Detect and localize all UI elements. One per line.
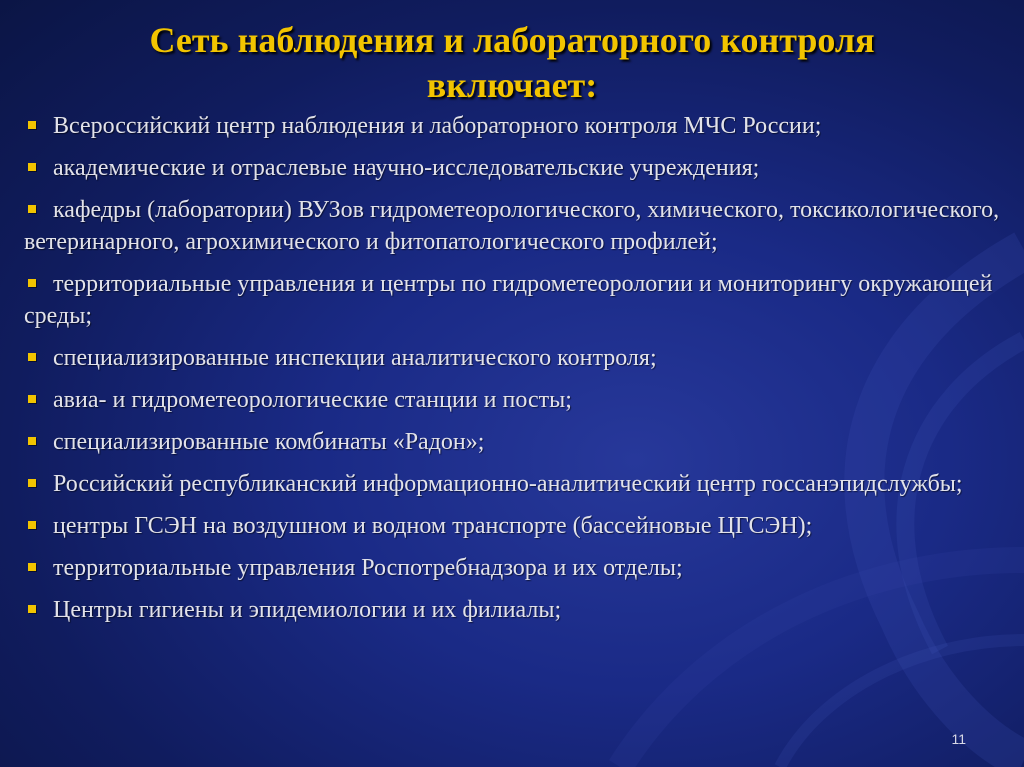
slide-title-line-1: Сеть наблюдения и лабораторного контроля (149, 20, 875, 60)
list-item-text: территориальные управления и центры по гидрометеорологии и мониторингу окружающей среды; (24, 271, 993, 329)
square-bullet-icon (28, 353, 36, 361)
list-item (24, 468, 1004, 500)
list-item-text: Российский республиканский информационно-аналитический центр госсанэпидслужбы; (53, 471, 963, 497)
list-item (24, 268, 1004, 332)
bullet-list (24, 110, 1004, 636)
square-bullet-icon (28, 121, 36, 129)
list-item (24, 194, 1004, 258)
square-bullet-icon (28, 395, 36, 403)
square-bullet-icon (28, 605, 36, 613)
list-item-text: специализированные инспекции аналитического контроля; (53, 345, 657, 371)
list-item (24, 426, 1004, 458)
list-item-text: территориальные управления Роспотребнадзора и их отделы; (53, 555, 683, 581)
page-number: 11 (951, 731, 966, 747)
slide-title (0, 18, 1024, 108)
list-item-text: Центры гигиены и эпидемиологии и их филиалы; (53, 597, 562, 623)
square-bullet-icon (28, 163, 36, 171)
square-bullet-icon (28, 205, 36, 213)
list-item-text: кафедры (лаборатории) ВУЗов гидрометеорологического, химического, токсикологического, ветеринарного, агрохимического и фитопатологического профилей; (24, 197, 1000, 255)
square-bullet-icon (28, 479, 36, 487)
list-item (24, 342, 1004, 374)
list-item-text: Всероссийский центр наблюдения и лабораторного контроля МЧС России; (53, 113, 822, 139)
list-item (24, 552, 1004, 584)
list-item (24, 152, 1004, 184)
square-bullet-icon (28, 279, 36, 287)
square-bullet-icon (28, 563, 36, 571)
square-bullet-icon (28, 437, 36, 445)
slide-title-line-2: включает: (426, 65, 598, 105)
square-bullet-icon (28, 521, 36, 529)
list-item-text: центры ГСЭН на воздушном и водном транспорте (бассейновые ЦГСЭН); (53, 513, 813, 539)
list-item (24, 110, 1004, 142)
list-item (24, 384, 1004, 416)
list-item-text: авиа- и гидрометеорологические станции и посты; (53, 387, 572, 413)
list-item-text: специализированные комбинаты «Радон»; (53, 429, 485, 455)
list-item (24, 510, 1004, 542)
list-item (24, 594, 1004, 626)
list-item-text: академические и отраслевые научно-исследовательские учреждения; (53, 155, 760, 181)
